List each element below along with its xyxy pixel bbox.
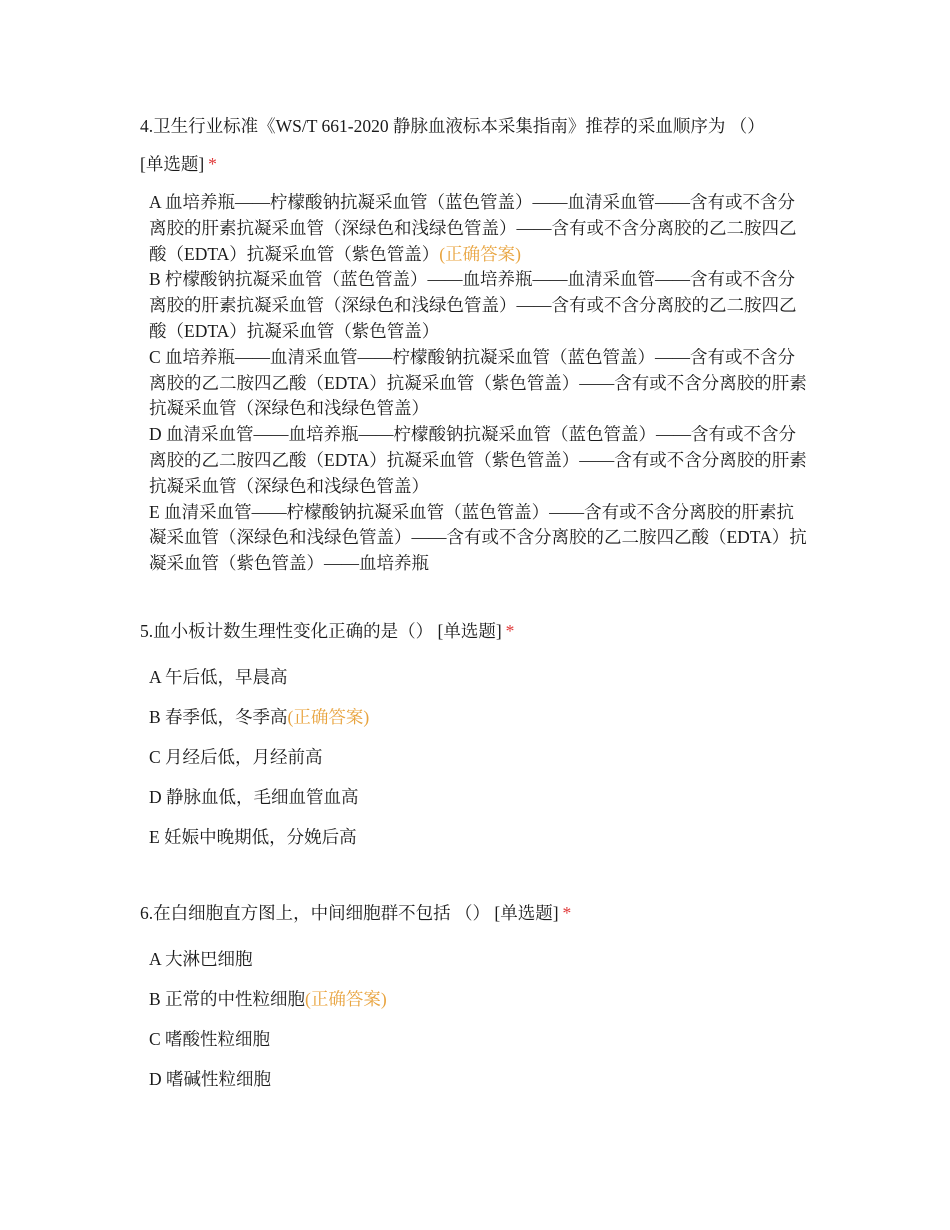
option-e[interactable]: E 妊娠中晚期低，分娩后高 <box>149 827 357 847</box>
option-d[interactable]: D 嗜碱性粒细胞 <box>149 1069 272 1089</box>
question-type: [单选题] <box>140 154 205 174</box>
required-mark: * <box>208 154 217 174</box>
option-list <box>149 946 810 1092</box>
required-mark: * <box>505 621 515 641</box>
option-d[interactable]: D 静脉血低，毛细血管血高 <box>149 787 359 807</box>
question-type: [单选题] <box>494 903 559 923</box>
option-a[interactable]: A 血培养瓶——柠檬酸钠抗凝采血管（蓝色管盖）——血清采血管——含有或不含分离胶的肝素抗凝采血管（深绿色和浅绿色管盖）——含有或不含分离胶的乙二胺四乙酸（EDTA）抗凝采血管（紫色管盖）(正确答案) <box>149 192 797 264</box>
option-b[interactable]: B 正常的中性粒细胞(正确答案) <box>149 989 387 1009</box>
correct-answer-label: (正确答案) <box>439 243 521 264</box>
question-4 <box>140 113 810 577</box>
question-title: 5.血小板计数生理性变化正确的是（） [单选题] * <box>140 621 515 641</box>
question-type-line <box>140 151 810 177</box>
option-e[interactable]: E 血清采血管——柠檬酸钠抗凝采血管（蓝色管盖）——含有或不含分离胶的肝素抗凝采血管（深绿色和浅绿色管盖）——含有或不含分离胶的乙二胺四乙酸（EDTA）抗凝采血管（紫色管盖）——血培养瓶 <box>149 501 807 574</box>
question-title: 6.在白细胞直方图上，中间细胞群不包括 （） [单选题] * <box>140 903 572 923</box>
option-a[interactable]: A 午后低，早晨高 <box>149 667 288 687</box>
correct-answer-label: (正确答案) <box>305 989 387 1009</box>
option-b[interactable]: B 柠檬酸钠抗凝采血管（蓝色管盖）——血培养瓶——血清采血管——含有或不含分离胶的肝素抗凝采血管（深绿色和浅绿色管盖）——含有或不含分离胶的乙二胺四乙酸（EDTA）抗凝采血管（紫色管盖） <box>149 269 797 341</box>
option-list <box>149 190 810 577</box>
option-list <box>149 664 810 850</box>
question-5 <box>140 618 810 864</box>
required-mark: * <box>562 903 572 923</box>
option-c[interactable]: C 血培养瓶——血清采血管——柠檬酸钠抗凝采血管（蓝色管盖）——含有或不含分离胶的乙二胺四乙酸（EDTA）抗凝采血管（紫色管盖）——含有或不含分离胶的肝素抗凝采血管（深绿色和浅绿色管盖） <box>149 346 807 419</box>
option-c[interactable]: C 嗜酸性粒细胞 <box>149 1029 271 1049</box>
option-b[interactable]: B 春季低，冬季高(正确答案) <box>149 707 370 727</box>
option-c[interactable]: C 月经后低，月经前高 <box>149 747 323 767</box>
correct-answer-label: (正确答案) <box>287 707 370 727</box>
question-type: [单选题] <box>437 621 502 641</box>
question-6 <box>140 900 810 1106</box>
option-a[interactable]: A 大淋巴细胞 <box>149 949 253 969</box>
question-title: 4.卫生行业标准《WS/T 661-2020 静脉血液标本采集指南》推荐的采血顺序为 （） <box>140 116 765 136</box>
option-d[interactable]: D 血清采血管——血培养瓶——柠檬酸钠抗凝采血管（蓝色管盖）——含有或不含分离胶的乙二胺四乙酸（EDTA）抗凝采血管（紫色管盖）——含有或不含分离胶的肝素抗凝采血管（深绿色和浅绿色管盖） <box>149 424 807 496</box>
